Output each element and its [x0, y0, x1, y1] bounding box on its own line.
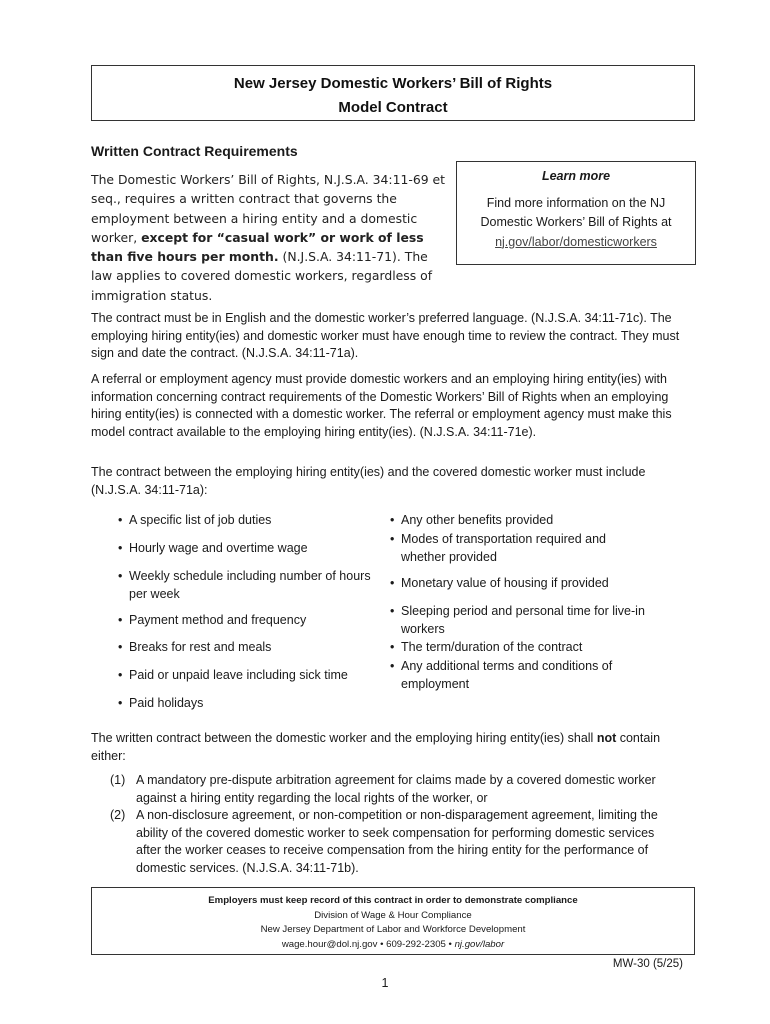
- list-item: • Any other benefits provided: [388, 512, 553, 530]
- contact-info: wage.hour@dol.nj.gov • 609-292-2305 •: [281, 938, 455, 950]
- website-link[interactable]: nj.gov/labor: [454, 938, 505, 950]
- form-number: MW-30 (5/25): [612, 958, 683, 970]
- intro-paragraph: [91, 170, 451, 305]
- prohibited-list: [110, 772, 670, 877]
- learn-more-line: Find more information on the NJ: [486, 195, 666, 210]
- list-item: • Payment method and frequency: [116, 612, 306, 630]
- title-box: [91, 65, 695, 121]
- footer-division: Division of Wage & Hour Compliance: [314, 909, 472, 921]
- footer-department: New Jersey Department of Labor and Workforce Development: [260, 924, 526, 935]
- prohibited-text: The written contract between the domestic worker and the employing hiring entity(ies) shall: [91, 731, 597, 745]
- list-item: • Monetary value of housing if provided: [388, 575, 609, 593]
- list-item: • Paid holidays: [116, 695, 203, 713]
- learn-more-line: Domestic Workers’ Bill of Rights at: [480, 215, 672, 229]
- contract-include-paragraph: The contract between the employing hiring entity(ies) and the covered domestic worker must include (N.J.S.A. 34:11-71a):: [91, 465, 646, 497]
- list-item: • Modes of transportation required and whether provided: [388, 531, 648, 566]
- item-number: (1): [110, 773, 126, 787]
- list-item: • Breaks for rest and meals: [116, 639, 271, 657]
- language-paragraph: The contract must be in English and the domestic worker’s preferred language. (N.J.S.A. 34:11-71c). The employing hiring entity(ies) and domestic worker must have enough time to review the contract. They must sign and date the contract. (N.J.S.A. 34:11-71a).: [91, 311, 680, 360]
- item-text: A mandatory pre-dispute arbitration agreement for claims made by a covered domestic worker against a hiring entity regarding the local rights of the worker, or: [136, 773, 656, 805]
- prohibited-not: not: [596, 731, 617, 745]
- agency-paragraph: A referral or employment agency must provide domestic workers and an employing hiring entity(ies) with information concerning contract requirements of the Domestic Workers’ Bill of Rights when an employing hiring entity(ies) is connected with a domestic worker. The referral or employment agency must make this model contract available to the employing hiring entity(ies). (N.J.S.A. 34:11-71e).: [91, 372, 672, 439]
- document-subtitle: Model Contract: [338, 99, 448, 116]
- list-item: • Hourly wage and overtime wage: [116, 540, 308, 558]
- list-item: [110, 807, 670, 877]
- learn-more-box: [456, 161, 696, 265]
- page-number: 1: [381, 976, 389, 990]
- prohibited-paragraph: [91, 730, 695, 765]
- footer-notice: Employers must keep record of this contract in order to demonstrate compliance: [208, 895, 578, 906]
- list-item: • A specific list of job duties: [116, 512, 271, 530]
- document-title: New Jersey Domestic Workers’ Bill of Rights: [233, 75, 553, 92]
- list-item: [110, 772, 670, 807]
- domestic-workers-link[interactable]: nj.gov/labor/domesticworkers: [495, 234, 657, 249]
- section-heading: Written Contract Requirements: [91, 143, 298, 159]
- list-item: • Weekly schedule including number of hours per week: [116, 568, 376, 603]
- footer-contact: [92, 938, 694, 953]
- list-item: • Any additional terms and conditions of employment: [388, 658, 648, 693]
- intro-text: The Domestic Workers’ Bill of Rights, N.J.S.A. 34:11-69 et seq., requires a written contract that governs the employment between a hiring entity and a domestic worker,: [91, 172, 446, 245]
- footer-box: [91, 887, 695, 955]
- list-item: • The term/duration of the contract: [388, 639, 582, 657]
- prohibited-text-end: contain either:: [91, 731, 661, 763]
- list-item: • Paid or unpaid leave including sick time: [116, 667, 348, 685]
- intro-text-end: (N.J.S.A. 34:11-71). The law applies to covered domestic workers, regardless of immigration status.: [91, 249, 433, 303]
- intro-exception: except for “casual work” or work of less than five hours per month.: [91, 229, 424, 265]
- item-number: (2): [110, 808, 126, 822]
- item-text: A non-disclosure agreement, or non-competition or non-disparagement agreement, limiting the ability of the covered domestic worker to seek compensation for performing domestic services after the worker ceases to receive compensation from the hiring entity for the performance of domestic services. (N.J.S.A. 34:11-71b).: [136, 808, 658, 875]
- list-item: • Sleeping period and personal time for live-in workers: [388, 603, 648, 638]
- learn-more-title: Learn more: [541, 169, 611, 183]
